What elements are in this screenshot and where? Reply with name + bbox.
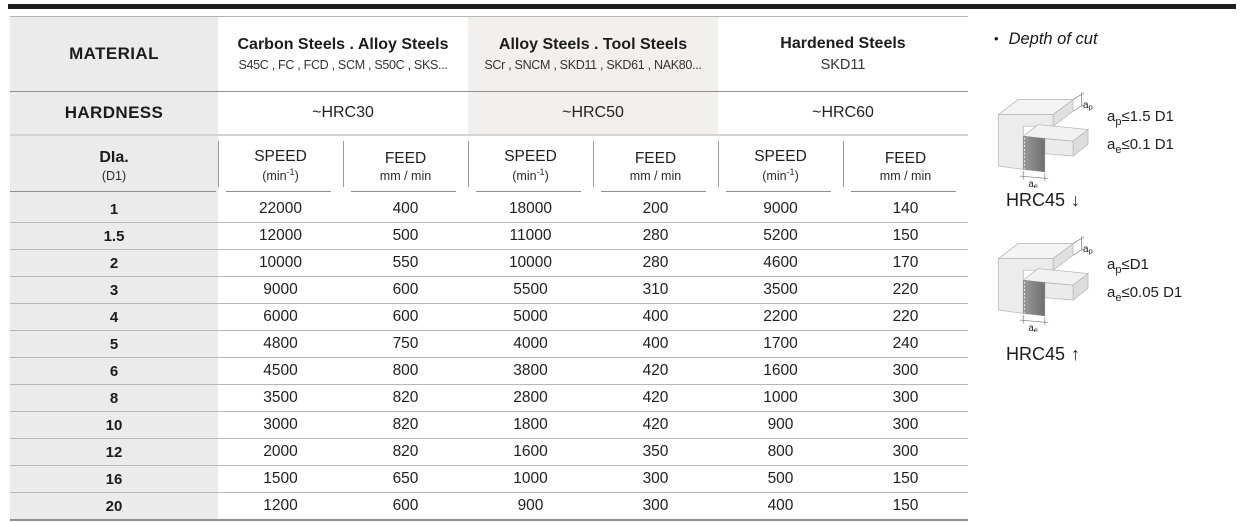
hardness-row (10, 92, 968, 136)
feed-cell: 550 (392, 254, 419, 271)
feed-header-cell (593, 136, 718, 196)
speed-cell: 1500 (263, 470, 298, 487)
ae-dimension-label: ae (1028, 178, 1038, 188)
feed-cell: 750 (392, 335, 419, 352)
feed-cell: 820 (392, 443, 419, 460)
speed-cell: 4000 (513, 335, 548, 352)
hardness-cell (468, 92, 718, 134)
feed-cell: 600 (392, 308, 419, 325)
speed-cell: 2200 (763, 308, 798, 325)
speed-cell: 4500 (263, 362, 298, 379)
speed-cell: 1200 (263, 497, 298, 514)
feed-cell: 800 (392, 362, 419, 379)
group-title: Carbon Steels . Alloy Steels (237, 36, 449, 53)
ap-limit-note: $a_p\le 1.5$ D1 (1107, 108, 1174, 128)
feed-cell: 500 (392, 227, 419, 244)
step-cut-diagram-deep (990, 230, 1098, 332)
feed-cell: 420 (642, 416, 669, 433)
table-row (10, 304, 968, 331)
table-row (10, 223, 968, 250)
feed-cell: 200 (642, 200, 669, 217)
speed-cell: 10000 (508, 254, 553, 271)
speed-cell: 3800 (513, 362, 548, 379)
feed-cell: 220 (892, 308, 919, 325)
speed-cell: 800 (767, 443, 794, 460)
speed-unit: $(\min^{-1})$ (762, 167, 799, 184)
feed-unit: mm / min (379, 168, 432, 183)
dia-cell: 5 (10, 331, 218, 357)
hardness-cell (718, 92, 968, 134)
dia-cell: 10 (10, 412, 218, 438)
feed-label: FEED (384, 149, 427, 167)
hardness-value: ~HRC30 (312, 104, 374, 121)
speed-unit: $(\min^{-1})$ (262, 167, 299, 184)
speed-cell: 1600 (513, 443, 548, 460)
feed-cell: 600 (392, 497, 419, 514)
material-label: MATERIAL (69, 44, 159, 63)
table-row (10, 196, 968, 223)
feed-header-cell (843, 136, 968, 196)
hardness-value: ~HRC50 (562, 104, 624, 121)
feed-unit: mm / min (879, 168, 932, 183)
speed-cell: 400 (767, 497, 794, 514)
speed-cell: 900 (517, 497, 544, 514)
speed-cell: 1600 (763, 362, 798, 379)
feed-cell: 350 (642, 443, 669, 460)
speed-cell: 3000 (263, 416, 298, 433)
group-subtitle: S45C , FC , FCD , SCM , S50C , SKS... (238, 58, 448, 72)
dia-sublabel: (D1) (101, 169, 127, 183)
depth-of-cut-title: • Depth of cut (994, 30, 1098, 48)
top-rule (8, 4, 1236, 9)
speed-cell: 5500 (513, 281, 548, 298)
feed-cell: 240 (892, 335, 919, 352)
dia-cell: 3 (10, 277, 218, 303)
table-row (10, 331, 968, 358)
feed-label: FEED (634, 149, 677, 167)
group-subtitle: SCr , SNCM , SKD11 , SKD61 , NAK80... (484, 58, 702, 72)
feed-cell: 820 (392, 416, 419, 433)
speed-cell: 2800 (513, 389, 548, 406)
ae-limit-note: $a_e\le 0.05$ D1 (1107, 284, 1183, 304)
feed-cell: 280 (642, 227, 669, 244)
table-row (10, 466, 968, 493)
speed-unit: $(\min^{-1})$ (512, 167, 549, 184)
hrc-condition-label: HRC45 ↓ (1006, 190, 1081, 210)
feed-cell: 150 (892, 470, 919, 487)
group-alloy-tool-steels (468, 17, 718, 91)
speed-header-cell (468, 136, 593, 196)
speed-cell: 900 (767, 416, 794, 433)
feed-cell: 600 (392, 281, 419, 298)
material-row (10, 17, 968, 92)
speed-cell: 1700 (763, 335, 798, 352)
dia-cell: 16 (10, 466, 218, 492)
speed-cell: 1000 (513, 470, 548, 487)
bullet-icon: • (994, 31, 999, 46)
feed-header-cell (343, 136, 468, 196)
dia-label: DIa. (99, 149, 129, 166)
step-cut-diagram-shoulder (990, 86, 1098, 188)
speed-cell: 9000 (763, 200, 798, 217)
ae-limit-note: $a_e\le 0.1$ D1 (1107, 136, 1174, 156)
feed-cell: 170 (892, 254, 919, 271)
column-header-row (10, 136, 968, 196)
group-hardened-steels (718, 17, 968, 91)
feed-cell: 300 (642, 470, 669, 487)
table-row (10, 250, 968, 277)
feed-cell: 150 (892, 497, 919, 514)
feed-cell: 400 (642, 335, 669, 352)
ap-limit-note: $a_p\le D1$ (1107, 256, 1149, 276)
ap-dimension-label: ap (1083, 243, 1093, 256)
speed-cell: 12000 (258, 227, 303, 244)
table-row (10, 277, 968, 304)
feed-cell: 220 (892, 281, 919, 298)
dia-cell: 6 (10, 358, 218, 384)
table-row (10, 439, 968, 466)
speed-cell: 500 (767, 470, 794, 487)
dia-cell: 8 (10, 385, 218, 411)
speed-cell: 4600 (763, 254, 798, 271)
hardness-cell (218, 92, 468, 134)
speed-cell: 3500 (763, 281, 798, 298)
dia-cell: 4 (10, 304, 218, 330)
feed-cell: 420 (642, 362, 669, 379)
speed-cell: 5000 (513, 308, 548, 325)
feed-cell: 820 (392, 389, 419, 406)
speed-label: SPEED (254, 148, 307, 166)
speed-cell: 22000 (258, 200, 303, 217)
speed-cell: 3500 (263, 389, 298, 406)
speed-label: SPEED (504, 148, 557, 166)
feed-cell: 300 (642, 497, 669, 514)
feed-cell: 650 (392, 470, 419, 487)
table-row (10, 412, 968, 439)
speed-cell: 18000 (508, 200, 553, 217)
ap-dimension-label: ap (1083, 99, 1093, 112)
table-row (10, 493, 968, 521)
speed-cell: 6000 (263, 308, 298, 325)
table-row (10, 385, 968, 412)
feed-label: FEED (884, 149, 927, 167)
speed-cell: 1000 (763, 389, 798, 406)
up-arrow-icon: ↑ (1071, 344, 1081, 364)
speed-cell: 5200 (763, 227, 798, 244)
hardness-label: HARDNESS (64, 103, 164, 122)
feed-cell: 280 (642, 254, 669, 271)
dia-cell: 1 (10, 196, 218, 222)
hrc-condition-label: HRC45 ↑ (1006, 344, 1081, 364)
feed-cell: 300 (892, 389, 919, 406)
feed-cell: 400 (642, 308, 669, 325)
dia-cell: 12 (10, 439, 218, 465)
speed-cell: 11000 (509, 227, 552, 244)
feed-cell: 300 (892, 416, 919, 433)
speed-cell: 9000 (263, 281, 298, 298)
dia-cell: 2 (10, 250, 218, 276)
feed-cell: 300 (892, 443, 919, 460)
cutting-conditions-table (10, 16, 968, 521)
hardness-header-cell (10, 92, 218, 134)
feed-cell: 310 (642, 281, 669, 298)
group-title: Alloy Steels . Tool Steels (498, 36, 688, 53)
feed-cell: 150 (892, 227, 919, 244)
speed-header-cell (718, 136, 843, 196)
feed-cell: 400 (392, 200, 419, 217)
feed-cell: 300 (892, 362, 919, 379)
speed-cell: 10000 (258, 254, 303, 271)
feed-unit: mm / min (629, 168, 682, 183)
feed-cell: 420 (642, 389, 669, 406)
dia-cell: 1.5 (10, 223, 218, 249)
speed-header-cell (218, 136, 343, 196)
material-header-cell (10, 17, 218, 91)
speed-label: SPEED (754, 148, 807, 166)
speed-cell: 4800 (263, 335, 298, 352)
ae-dimension-label: ae (1028, 322, 1038, 332)
group-subtitle: SKD11 (820, 57, 866, 73)
group-carbon-steels (218, 17, 468, 91)
dia-cell: 20 (10, 493, 218, 519)
table-row (10, 358, 968, 385)
speed-cell: 2000 (263, 443, 298, 460)
dia-header-cell (10, 136, 218, 196)
group-title: Hardened Steels (780, 35, 906, 52)
speed-cell: 1800 (513, 416, 548, 433)
down-arrow-icon: ↓ (1071, 190, 1081, 210)
hardness-value: ~HRC60 (812, 104, 874, 121)
feed-cell: 140 (892, 200, 919, 217)
